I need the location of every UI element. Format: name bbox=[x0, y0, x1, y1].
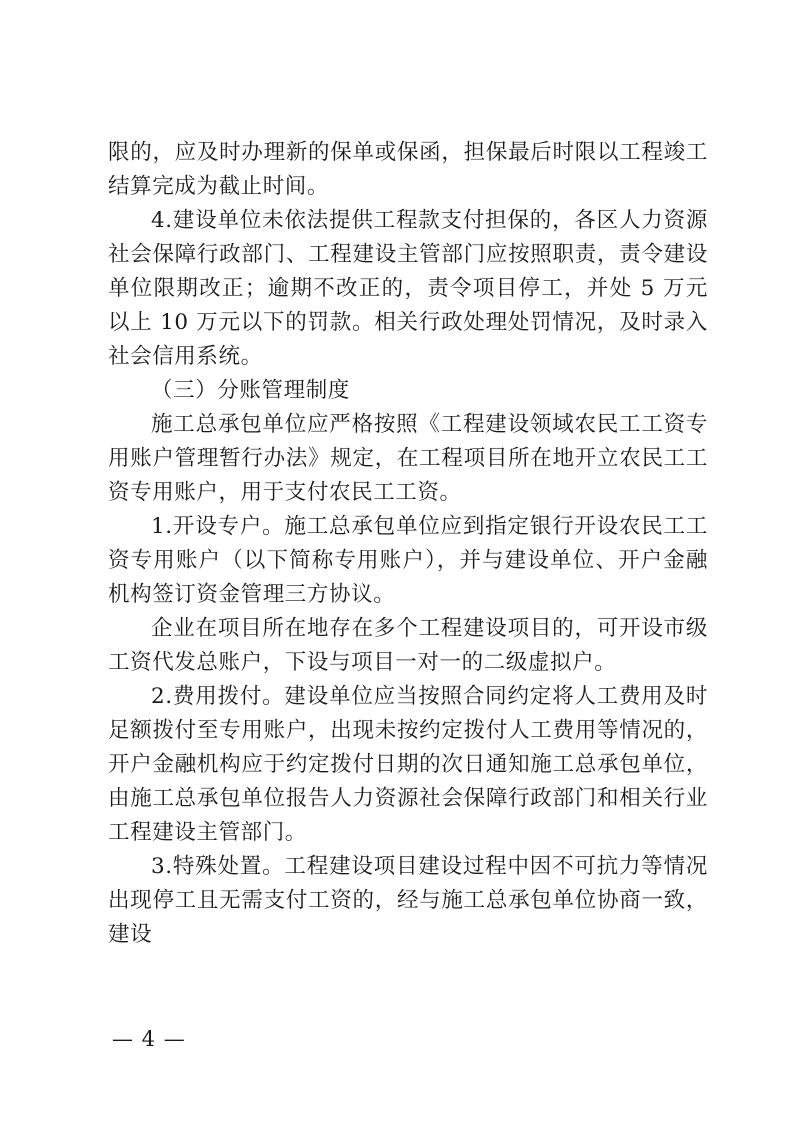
document-body bbox=[108, 136, 708, 952]
paragraph-multiple-projects: 企业在项目所在地存在多个工程建设项目的，可开设市级工资代发总账户，下设与项目一对一的二级虚拟户。 bbox=[108, 616, 708, 675]
section-heading-account-management: （三）分账管理制度 bbox=[151, 378, 350, 403]
paragraph-item-1-open-account: 1.开设专户。施工总承包单位应到指定银行开设农民工工资专用账户（以下简称专用账户），并与建设单位、开户金融机构签订资金管理三方协议。 bbox=[108, 514, 708, 607]
paragraph-item-4-guarantee-penalty: 4.建设单位未依法提供工程款支付担保的，各区人力资源社会保障行政部门、工程建设主管部门应按照职责，责令建设单位限期改正；逾期不改正的，责令项目停工，并处 5 万元以上 10 万元以下的罚款。相关行政处理处罚情况，及时录入社会信用系统。 bbox=[108, 208, 708, 369]
paragraph-item-3-special-handling: 3.特殊处置。工程建设项目建设过程中因不可抗力等情况出现停工且无需支付工资的，经与施工总承包单位协商一致，建设 bbox=[108, 854, 708, 947]
paragraph-account-intro: 施工总承包单位应严格按照《工程建设领域农民工工资专用账户管理暂行办法》规定，在工程项目所在地开立农民工工资专用账户，用于支付农民工工资。 bbox=[108, 412, 708, 505]
page-number: — 4 — bbox=[112, 1027, 186, 1051]
paragraph-continuation: 限的，应及时办理新的保单或保函，担保最后时限以工程竣工结算完成为截止时间。 bbox=[108, 140, 708, 199]
paragraph-item-2-fee-allocation: 2.费用拨付。建设单位应当按照合同约定将人工费用及时足额拨付至专用账户，出现未按约定拨付人工费用等情况的，开户金融机构应于约定拨付日期的次日通知施工总承包单位，由施工总承包单位报告人力资源社会保障行政部门和相关行业工程建设主管部门。 bbox=[108, 684, 708, 845]
